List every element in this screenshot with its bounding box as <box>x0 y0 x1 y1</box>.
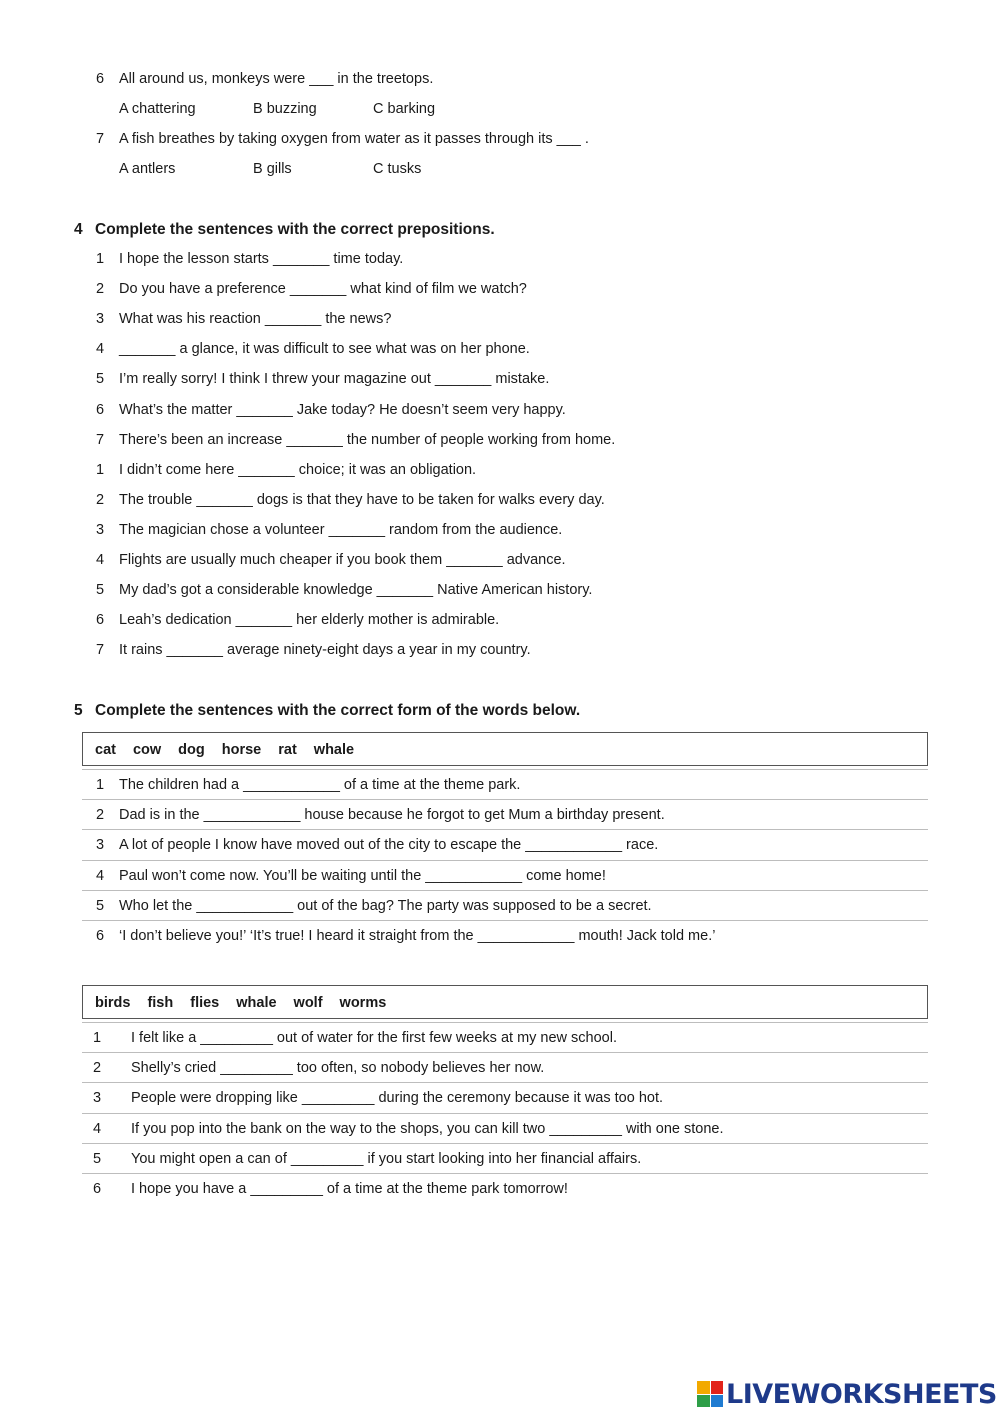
question-text[interactable]: If you pop into the bank on the way to the shops, you can kill two _________ with one stone. <box>131 1120 724 1137</box>
item-number: 7 <box>96 431 105 448</box>
item-number: 5 <box>93 1150 102 1167</box>
item-number: 2 <box>96 491 105 508</box>
option-a[interactable]: A chattering <box>119 101 196 117</box>
item-number: 1 <box>96 777 105 793</box>
item-number: 1 <box>93 1030 102 1046</box>
item-number: 6 <box>96 401 105 418</box>
word-box-word: cat <box>95 742 116 758</box>
item-number: 4 <box>93 1120 102 1137</box>
item-number: 3 <box>96 311 105 328</box>
question-text[interactable]: What’s the matter _______ Jake today? He doesn’t seem very happy. <box>119 401 566 418</box>
row-divider <box>82 860 928 861</box>
item-number: 1 <box>96 251 105 267</box>
word-box-word: rat <box>278 742 297 758</box>
question-text[interactable]: Paul won’t come now. You’ll be waiting until the ____________ come home! <box>119 867 606 884</box>
word-box <box>82 985 928 1019</box>
row-divider <box>82 890 928 891</box>
question-text[interactable]: Dad is in the ____________ house because he forgot to get Mum a birthday present. <box>119 807 665 824</box>
word-box-word: horse <box>221 742 262 758</box>
row-divider <box>82 1173 928 1174</box>
question-text: A fish breathes by taking oxygen from water as it passes through its ___ . <box>119 131 589 147</box>
item-number: 3 <box>96 837 105 854</box>
word-box-word: fish <box>147 995 174 1011</box>
section-number: 4 <box>74 221 83 238</box>
question-text[interactable]: _______ a glance, it was difficult to see what was on her phone. <box>119 341 530 358</box>
row-divider <box>82 829 928 830</box>
item-number: 1 <box>96 461 105 478</box>
item-number: 5 <box>96 582 105 599</box>
option-a[interactable]: A antlers <box>119 161 176 177</box>
question-text[interactable]: The trouble _______ dogs is that they have to be taken for walks every day. <box>119 491 605 508</box>
option-b[interactable]: B gills <box>253 161 292 177</box>
option-b[interactable]: B buzzing <box>253 101 317 117</box>
question-text[interactable]: I hope you have a _________ of a time at the theme park tomorrow! <box>131 1181 568 1197</box>
item-number: 2 <box>96 807 105 824</box>
question-text[interactable]: ‘I don’t believe you!’ ‘It’s true! I heard it straight from the ____________ mouth! Jack told me.’ <box>119 928 716 944</box>
item-number: 6 <box>96 612 105 629</box>
word-box-words <box>95 742 371 758</box>
question-text[interactable]: What was his reaction _______ the news? <box>119 311 392 328</box>
question-text[interactable]: The children had a ____________ of a time at the theme park. <box>119 777 521 793</box>
option-c[interactable]: C tusks <box>373 161 422 177</box>
row-divider <box>82 1143 928 1144</box>
question-text[interactable]: My dad’s got a considerable knowledge _______ Native American history. <box>119 582 593 599</box>
section-heading: Complete the sentences with the correct prepositions. <box>95 221 495 238</box>
question-text[interactable]: People were dropping like _________ during the ceremony because it was too hot. <box>131 1090 664 1107</box>
question-text[interactable]: Leah’s dedication _______ her elderly mother is admirable. <box>119 612 500 629</box>
question-text[interactable]: A lot of people I know have moved out of the city to escape the ____________ race. <box>119 837 659 854</box>
word-box-word: wolf <box>293 995 323 1011</box>
word-box-word: flies <box>190 995 220 1011</box>
word-box-words <box>95 995 403 1011</box>
word-box-word: worms <box>339 995 387 1011</box>
question-text[interactable]: I felt like a _________ out of water for the first few weeks at my new school. <box>131 1030 617 1046</box>
question-text[interactable]: You might open a can of _________ if you start looking into her financial affairs. <box>131 1150 642 1167</box>
item-number: 6 <box>93 1181 102 1197</box>
question-text[interactable]: Who let the ____________ out of the bag? The party was supposed to be a secret. <box>119 897 652 914</box>
section-heading: Complete the sentences with the correct form of the words below. <box>95 702 581 719</box>
liveworksheets-logo-icon <box>697 1381 723 1407</box>
row-divider <box>82 920 928 921</box>
row-divider <box>82 1052 928 1053</box>
item-number: 3 <box>96 521 105 538</box>
item-number: 5 <box>96 897 105 914</box>
item-number: 5 <box>96 371 105 388</box>
question-text[interactable]: It rains _______ average ninety-eight days a year in my country. <box>119 642 531 659</box>
row-divider <box>82 799 928 800</box>
word-box-word: whale <box>313 742 355 758</box>
word-box-word: dog <box>178 742 205 758</box>
option-c[interactable]: C barking <box>373 101 436 117</box>
item-number: 4 <box>96 341 105 358</box>
item-number: 2 <box>93 1060 102 1077</box>
item-number: 3 <box>93 1090 102 1107</box>
item-number: 6 <box>96 71 105 87</box>
item-number: 6 <box>96 928 105 944</box>
question-text[interactable]: I hope the lesson starts _______ time today. <box>119 251 404 267</box>
item-number: 4 <box>96 867 105 884</box>
question-text[interactable]: There’s been an increase _______ the number of people working from home. <box>119 431 616 448</box>
word-box-word: cow <box>132 742 162 758</box>
question-text[interactable]: Do you have a preference _______ what kind of film we watch? <box>119 281 527 298</box>
row-divider <box>82 769 928 770</box>
liveworksheets-logo[interactable] <box>697 1379 997 1409</box>
question-text[interactable]: I’m really sorry! I think I threw your magazine out _______ mistake. <box>119 371 550 388</box>
question-text[interactable]: The magician chose a volunteer _______ random from the audience. <box>119 521 563 538</box>
question-text: All around us, monkeys were ___ in the treetops. <box>119 71 434 87</box>
logo-text: LIVEWORKSHEETS <box>726 1378 997 1410</box>
word-box-word: birds <box>95 995 131 1011</box>
question-text[interactable]: Shelly’s cried _________ too often, so nobody believes her now. <box>131 1060 545 1077</box>
row-divider <box>82 1022 928 1023</box>
word-box <box>82 732 928 766</box>
row-divider <box>82 1113 928 1114</box>
item-number: 7 <box>96 131 105 147</box>
section-number: 5 <box>74 702 83 719</box>
question-text[interactable]: I didn’t come here _______ choice; it was an obligation. <box>119 461 477 478</box>
item-number: 7 <box>96 642 105 659</box>
row-divider <box>82 1082 928 1083</box>
item-number: 4 <box>96 552 105 568</box>
item-number: 2 <box>96 281 105 298</box>
word-box-word: whale <box>236 995 277 1011</box>
question-text[interactable]: Flights are usually much cheaper if you book them _______ advance. <box>119 552 566 568</box>
